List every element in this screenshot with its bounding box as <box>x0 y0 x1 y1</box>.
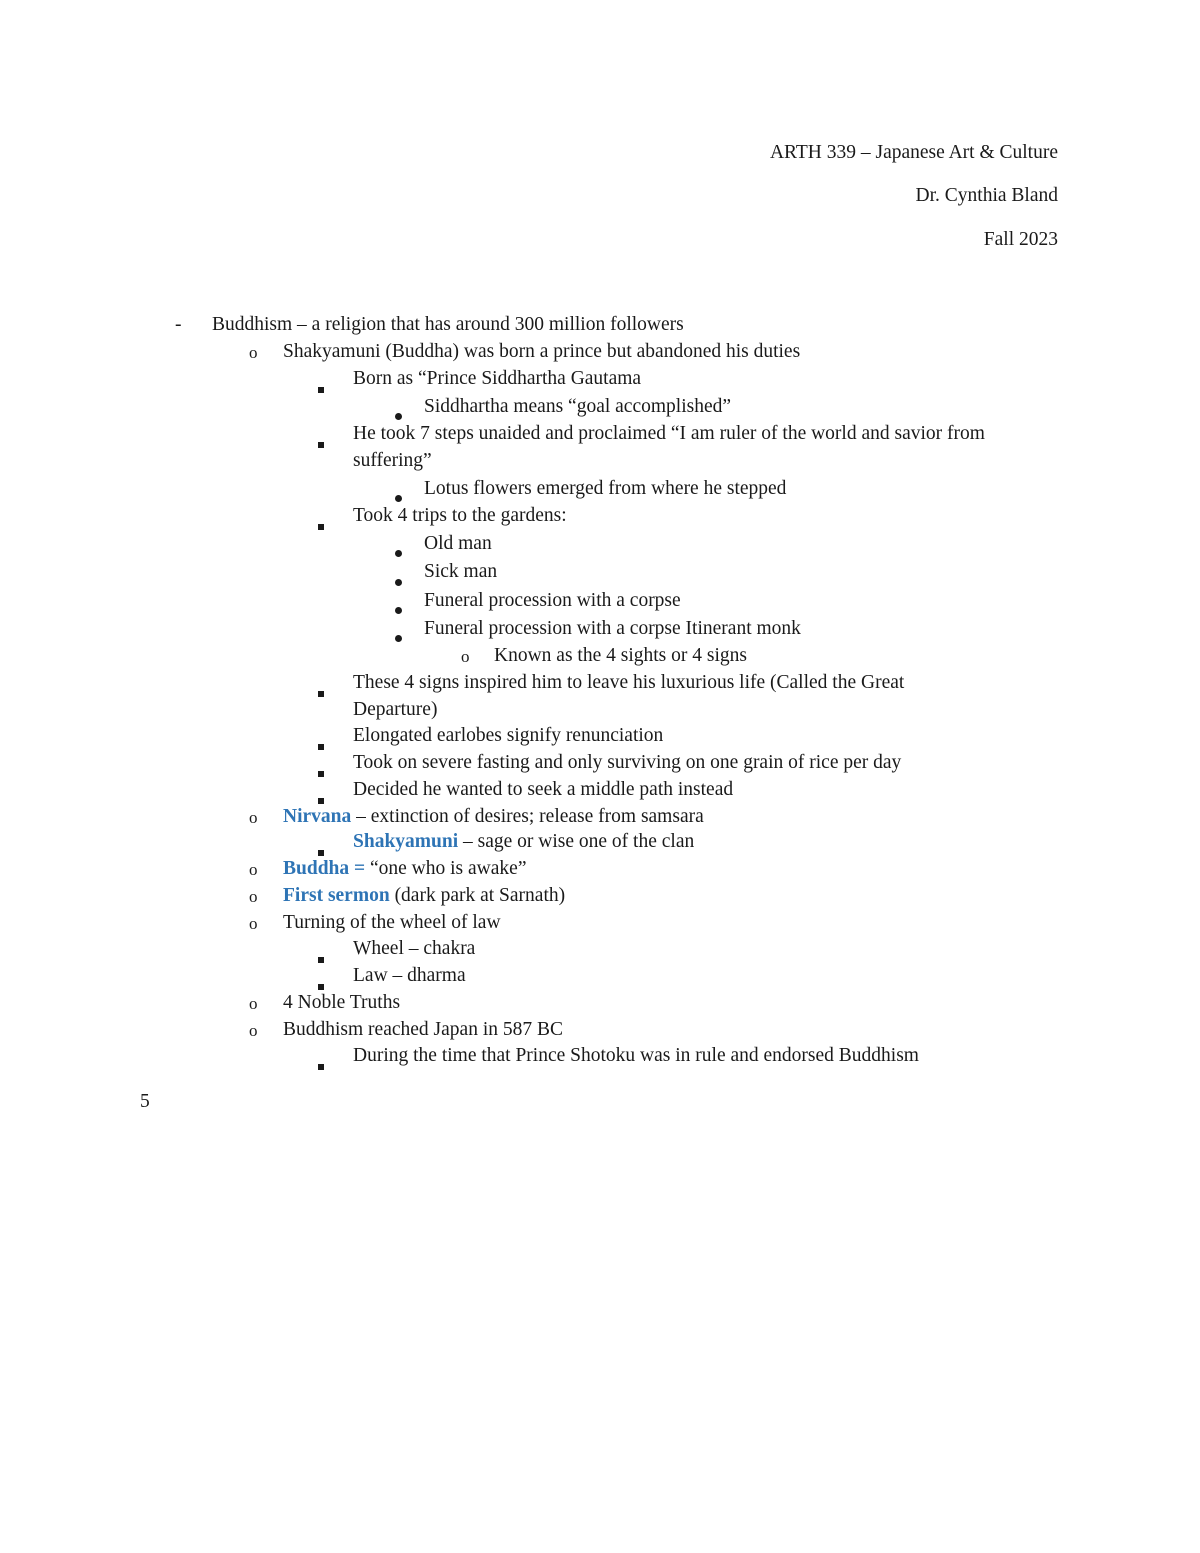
list-item: These 4 signs inspired him to leave his luxurious life (Called the Great <box>353 672 905 693</box>
square-bullet <box>318 377 324 399</box>
square-bullet <box>318 681 324 703</box>
list-item: Shakyamuni (Buddha) was born a prince but abandoned his duties <box>283 341 801 362</box>
list-item: Wheel – chakra <box>353 938 476 959</box>
list-item: Law – dharma <box>353 965 466 986</box>
list-item: Elongated earlobes signify renunciation <box>353 725 664 746</box>
square-bullet <box>318 734 324 756</box>
course-title: ARTH 339 – Japanese Art & Culture <box>769 142 1058 163</box>
circle-bullet: o <box>461 647 470 666</box>
list-item: 4 Noble Truths <box>283 992 401 1013</box>
square-bullet <box>318 761 324 783</box>
list-item: Decided he wanted to seek a middle path instead <box>353 779 734 800</box>
circle-bullet: o <box>249 343 258 362</box>
list-item: Born as “Prince Siddhartha Gautama <box>353 368 642 389</box>
list-item: During the time that Prince Shotoku was in rule and endorsed Buddhism <box>353 1045 919 1066</box>
list-item: Took 4 trips to the gardens: <box>353 505 567 526</box>
list-item: Known as the 4 sights or 4 signs <box>494 645 747 666</box>
square-bullet <box>318 432 324 454</box>
square-bullet <box>318 1054 324 1076</box>
list-item: Siddhartha means “goal accomplished” <box>424 396 732 417</box>
term-buddha: Buddha = <box>283 858 370 879</box>
list-item: Took on severe fasting and only surviving on one grain of rice per day <box>353 752 902 773</box>
definition-text: “one who is awake” <box>370 858 527 879</box>
term-first-sermon: First sermon <box>283 885 390 906</box>
instructor-name: Dr. Cynthia Bland <box>915 185 1058 206</box>
list-item-shakyamuni <box>353 831 694 853</box>
dash-bullet: - <box>175 314 182 335</box>
list-item: Funeral procession with a corpse <box>424 590 681 611</box>
list-item-first-sermon <box>283 885 565 907</box>
circle-bullet: o <box>249 808 258 827</box>
dot-bullet <box>395 598 402 620</box>
square-bullet <box>318 514 324 536</box>
circle-bullet: o <box>249 860 258 879</box>
term-nirvana: Nirvana <box>283 806 352 827</box>
list-item: He took 7 steps unaided and proclaimed “I am ruler of the world and savior from <box>353 423 985 444</box>
square-bullet <box>318 947 324 969</box>
list-item: Sick man <box>424 561 498 582</box>
definition-text: – extinction of desires; release from samsara <box>351 806 704 827</box>
list-item-buddha <box>283 858 526 880</box>
list-item-continuation: suffering” <box>353 450 432 471</box>
circle-bullet: o <box>249 994 258 1013</box>
definition-text: (dark park at Sarnath) <box>389 885 566 906</box>
definition-text: – sage or wise one of the clan <box>458 831 695 852</box>
term-shakyamuni: Shakyamuni <box>353 831 459 852</box>
page-number: 5 <box>140 1091 150 1112</box>
list-item: Funeral procession with a corpse Itinerant monk <box>424 618 801 639</box>
list-item-nirvana <box>283 806 704 828</box>
dot-bullet <box>395 570 402 592</box>
list-item: Turning of the wheel of law <box>283 912 501 933</box>
list-item: Buddhism reached Japan in 587 BC <box>283 1019 563 1040</box>
dot-bullet <box>395 626 402 648</box>
list-item: Old man <box>424 533 492 554</box>
circle-bullet: o <box>249 914 258 933</box>
circle-bullet: o <box>249 1021 258 1040</box>
dot-bullet <box>395 541 402 563</box>
list-item-continuation: Departure) <box>353 699 438 720</box>
circle-bullet: o <box>249 887 258 906</box>
list-item: Lotus flowers emerged from where he stepped <box>424 478 787 499</box>
term-label: Fall 2023 <box>983 229 1058 250</box>
list-item: Buddhism – a religion that has around 300 million followers <box>212 314 684 335</box>
